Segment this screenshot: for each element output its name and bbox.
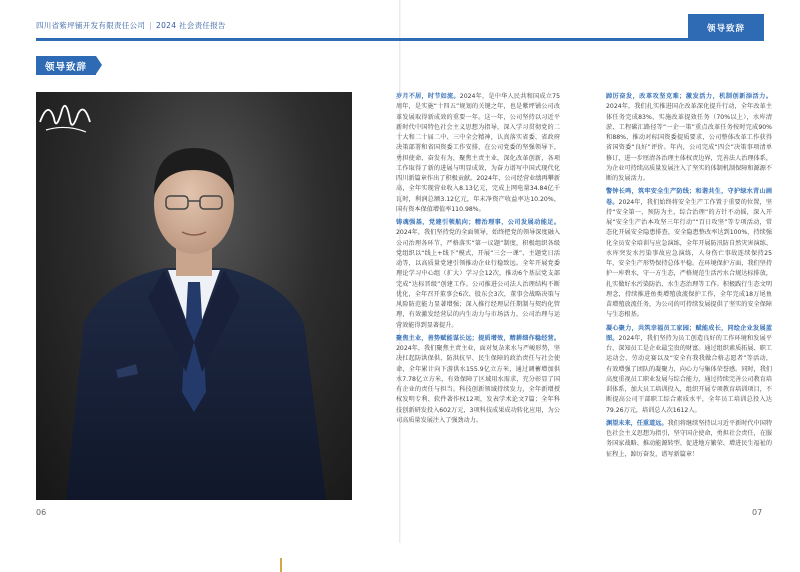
company-name: 四川省紫坪铺开发有限责任公司 — [36, 21, 146, 30]
paragraph-body: 2024年，我们始终将安全生产工作置于重要的位置，坚持“安全第一、预防为主、综合治理”的方针不动摇，深入开展“安全生产治本攻坚三年行动”“百日攻坚”等专项活动，常态化开展安全隐患排查，安全隐患整改率达到100%，持续强化全员安全培训与应急演练，全年开展防汛防自然灾害演练、水库突发水污染事故应急演练，人身伤亡事故连续保持25年，安全生产形势保持总体平稳。在环境保护方面，我们坚持护一库碧水，守一方生态，严格规范生活污水合规达标排放，扎实做好水污染防治、水生态治理等工作。积极践行生态文明理念，持续推进鱼类增殖放流保护工作，全年完成18万尾鱼苗增殖放流任务，为公司的可持续发展提供了坚实的安全保障与生态根基。 — [606, 198, 772, 319]
paragraph-body: 2024年，我们坚持党的全面领导，始终把党的领导深度融入公司治理各环节，严格落实“第一议题”制度，积极组织各级党组织以“线上+线下”模式，开展“三会一课”、主题党日活动等，以高质量党建引领推动企业行稳致远。全年开展党委理论学习中心组（扩大）学习会12次，推动6个基层党支部完成“达标晋级”创建工作。公司推进公司法人治理结构不断优化，全年召开董事会6次、股东会3次，董事会战略决策与风险防范能力显著增强；深入推行经理层任期制与契约化管理，有效激发经营层的内生动力与市场活力，公司治理与运营效能得到显著提升。 — [396, 229, 560, 329]
report-title: 2024 社会责任报告 — [156, 21, 226, 30]
paragraph-heading: 铸魂强基，党建引领航向；精治理事，公司发展动能足。 — [396, 219, 560, 226]
report-header — [36, 20, 226, 31]
section-title-badge: 领导致辞 — [36, 56, 96, 75]
paragraph-heading: 岁月不居，时节如流。 — [396, 93, 460, 100]
portrait-illustration — [36, 92, 352, 500]
paragraph-heading: 踔厉奋发，改革攻坚克难；激发活力，机制创新添活力。 — [606, 93, 772, 100]
paragraph-body: 我们将继续坚持以习近平新时代中国特色社会主义思想为指引，坚守国企使命，勇担社会责任，在服务国家战略、推动能源转型、促进地方繁荣、增进民生福祉的征程上，踔厉奋发，谱写新篇章！ — [606, 419, 772, 458]
page-number-left: 06 — [36, 508, 47, 517]
letter-column-1 — [396, 92, 560, 429]
paragraph-body: 2024年，我们聚焦主责主业，面对复杂来水与严峻形势，坚决扛起防洪保供、防洪抗旱、民生保障的政治责任与社会使命，全年累计向下游供水155.9亿立方米，通过调蓄增加供水7.78亿立方米，有效保障了区域用水需求，充分彰显了国有企业的责任与担当。科技创新领域持续发力，全年新增授权发明专利、软件著作权12项，发表学术论文7篇；全年科技创新研发投入602万元，3项科技成果成功转化应用，为公司高质量发展注入了强劲动力。 — [396, 345, 560, 424]
letter-paragraph — [606, 419, 772, 460]
header-separator: | — [149, 21, 153, 30]
paragraph-body: 2024年，是中华人民共和国成立75周年，是实施“十四五”规划的关键之年，也是紫坪铺公司改革发展取得新成效的重要一年。这一年，公司坚持以习近平新时代中国特色社会主义思想为指导，深入学习贯彻党的二十大和二十届二中、三中全会精神，认真落实省委、省政府决策部署和省国资委工作安排，在公司党委的坚强领导下，勇担使命、奋发有为，聚焦主责主业，深化改革创新，各项工作取得了新的进展与明显成效，为奋力谱写中国式现代化四川新篇章作出了积极贡献。2024年，公司经营业绩再攀新高，全年实现营业收入8.13亿元，完成上网电量34.84亿千瓦时，利润总额3.12亿元，年末净资产收益率达10.20%，国有资本保值增值率110.98%。 — [396, 93, 560, 213]
caption-accent-bar — [280, 558, 282, 572]
letter-paragraph — [606, 187, 772, 320]
signature-image — [36, 92, 96, 142]
paragraph-heading: 聚焦主业，善势赋能谋长远；提质增效，精耕细作稳经营。 — [396, 334, 560, 342]
paragraph-heading: 渊望未来，任重道远。 — [606, 419, 668, 427]
letter-paragraph — [396, 218, 560, 331]
header-rule-left — [36, 38, 400, 41]
portrait-caption: 紫坪铺公司党委书记、董事长 — [288, 562, 377, 570]
paragraph-heading: 凝心聚力，共筑幸福员工家园；赋能成长，同绘企业发展蓝图。 — [606, 324, 772, 342]
page-number-right: 07 — [752, 508, 763, 517]
header-rule-right — [400, 38, 688, 41]
letter-paragraph — [396, 334, 560, 426]
chapter-tab: 领导致辞 — [688, 14, 764, 41]
paragraph-body: 2024年，我们坚持为员工创造良好的工作环境和发展平台，深知员工是企业最宝贵的财富。通过组织素质拓展、职工运动会、劳动竞赛以及“安全有我我做合格志愿者”等活动，有效增强了团队的凝聚力，向心力与集体荣誉感。同时，我们高度重视员工职业发展与综合能力，通过持续完善公司教育培训体系，加大员工培训投入，组织开展专项教育培训项目，不断提高公司干部职工综合素质水平，全年员工培训总投入达79.26万元，培训总人次1612人。 — [606, 334, 772, 414]
letter-paragraph — [396, 92, 560, 215]
paragraph-heading: 警钟长鸣，筑牢安全生产防线；和谐共生，守护绿水青山画卷。 — [606, 188, 772, 206]
letter-paragraph — [606, 324, 772, 416]
paragraph-body: 2024年，我们扎实推进国企改革深化提升行动，全年改革主体任务完成83%，实施改革提效任务（70%以上），水库清淤、工程碳汇路径等“一企一策”重点改革任务按时完成90%和88%，推动对标国资委提质要求，公司整体改革工作获得省国资委“良好”评价。年内，公司完成“四会”决策事项清单修订，进一步厘清各治理主体权责边界，完善法人治理体系，为企业可持续高质量发展注入了坚实的体制机制保障和源源不断的发展活力。 — [606, 103, 772, 182]
letter-paragraph — [606, 92, 772, 184]
letter-column-2 — [606, 92, 772, 463]
